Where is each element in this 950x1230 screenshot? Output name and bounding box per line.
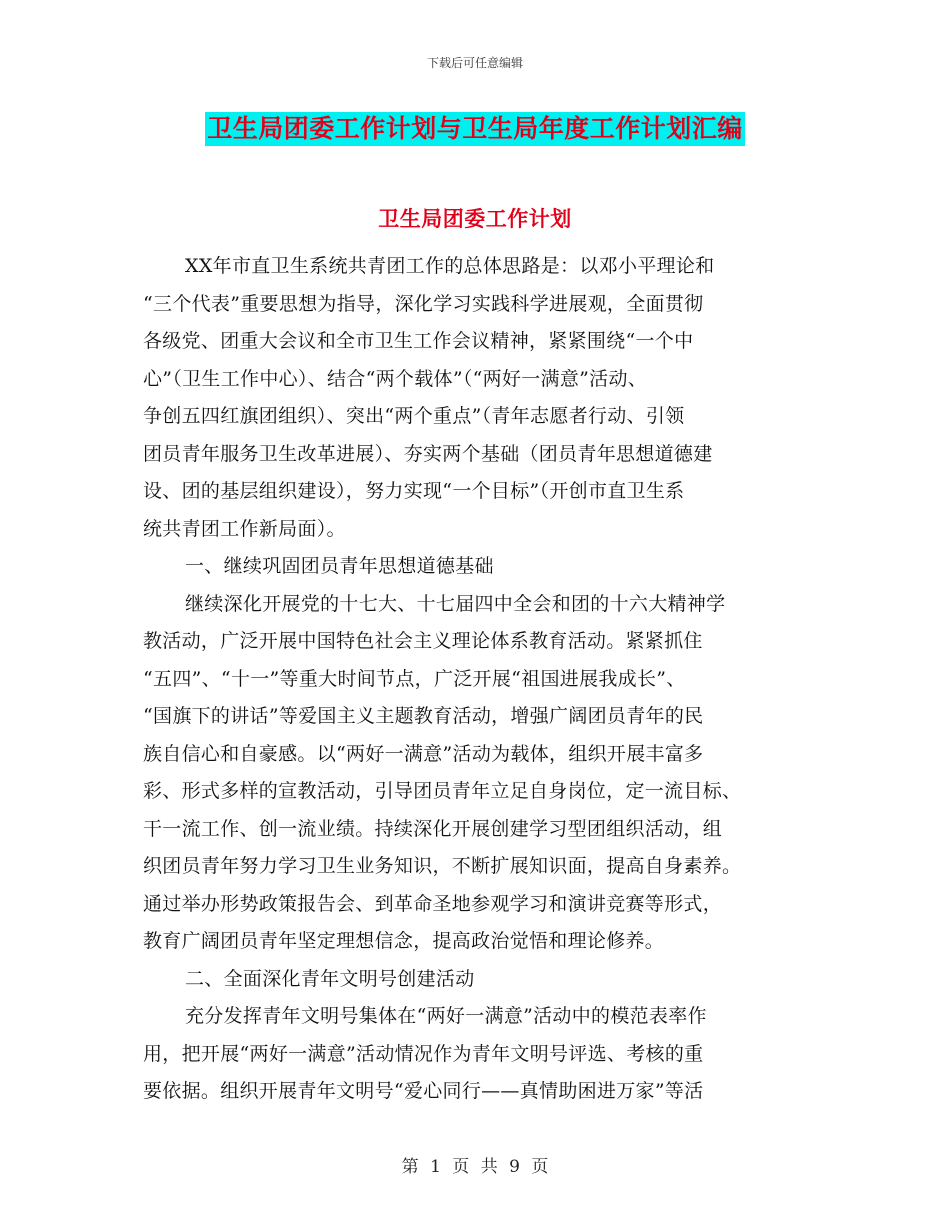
body-line: 教活动，广泛开展中国特色社会主义理论体系教育活动。紧紧抓住 bbox=[143, 630, 703, 652]
doc-title-container bbox=[0, 112, 950, 146]
body-line: 设、团的基层组织建设），努力实现“一个目标”（开创市直卫生系 bbox=[143, 480, 685, 502]
body-line: 充分发挥青年文明号集体在“两好一满意”活动中的模范表率作 bbox=[185, 1005, 707, 1027]
footer-total-label: 共 bbox=[480, 1157, 498, 1177]
body-line: 继续深化开展党的十七大、十七届四中全会和团的十六大精神学 bbox=[185, 592, 726, 615]
body-line: 一、继续巩固团员青年思想道德基础 bbox=[185, 555, 494, 577]
body-line: 干一流工作、创一流业绩。持续深化开展创建学习型团组织活动，组 bbox=[143, 817, 723, 840]
body-line: 团员青年服务卫生改革进展）、夯实两个基础（团员青年思想道德建 bbox=[143, 442, 713, 465]
body-line: 用，把开展“两好一满意”活动情况作为青年文明号评选、考核的重 bbox=[143, 1042, 704, 1065]
page-footer bbox=[0, 1152, 950, 1177]
footer-page-label: 页 bbox=[452, 1157, 470, 1177]
total-page-number: 9 bbox=[509, 1157, 520, 1177]
body-line: XX年市直卫生系统共青团工作的总体思路是：以邓小平理论和 bbox=[185, 255, 715, 277]
body-line: 通过举办形势政策报告会、到革命圣地参观学习和演讲竞赛等形式， bbox=[143, 892, 723, 915]
section-title: 卫生局团委工作计划 bbox=[378, 207, 572, 231]
body-line: 心”（卫生工作中心）、结合“两个载体”（“两好一满意”活动、 bbox=[143, 367, 648, 390]
current-page-number: 1 bbox=[430, 1157, 441, 1177]
body-line: 各级党、团重大会议和全市卫生工作会议精神，紧紧围绕“一个中 bbox=[143, 330, 694, 352]
footer-suffix: 页 bbox=[531, 1157, 549, 1177]
footer-prefix: 第 bbox=[401, 1157, 419, 1177]
body-line: 要依据。组织开展青年文明号“爱心同行——真情助困进万家”等活 bbox=[143, 1080, 704, 1102]
header-note: 下载后可任意编辑 bbox=[426, 56, 523, 70]
body-line: 争创五四红旗团组织）、突出“两个重点”（青年志愿者行动、引领 bbox=[143, 405, 685, 427]
body-line: 彩、形式多样的宣教活动，引导团员青年立足自身岗位，定一流目标、 bbox=[143, 780, 742, 802]
document-title: 卫生局团委工作计划与卫生局年度工作计划汇编 bbox=[205, 112, 745, 146]
body-text bbox=[143, 248, 808, 1111]
body-line: 族自信心和自豪感。以“两好一满意”活动为载体，组织开展丰富多 bbox=[143, 742, 704, 765]
body-line: “五四”、“十一”等重大时间节点，广泛开展“祖国进展我成长”、 bbox=[143, 667, 686, 690]
body-line: “三个代表”重要思想为指导，深化学习实践科学进展观，全面贯彻 bbox=[143, 292, 704, 315]
body-line: “国旗下的讲话”等爱国主义主题教育活动，增强广阔团员青年的民 bbox=[143, 705, 704, 727]
body-line: 二、全面深化青年文明号创建活动 bbox=[185, 967, 475, 990]
body-line: 织团员青年努力学习卫生业务知识，不断扩展知识面，提高自身素养。 bbox=[143, 855, 742, 877]
body-line: 教育广阔团员青年坚定理想信念，提高政治觉悟和理论修养。 bbox=[143, 930, 665, 952]
body-line: 统共青团工作新局面）。 bbox=[143, 517, 346, 540]
